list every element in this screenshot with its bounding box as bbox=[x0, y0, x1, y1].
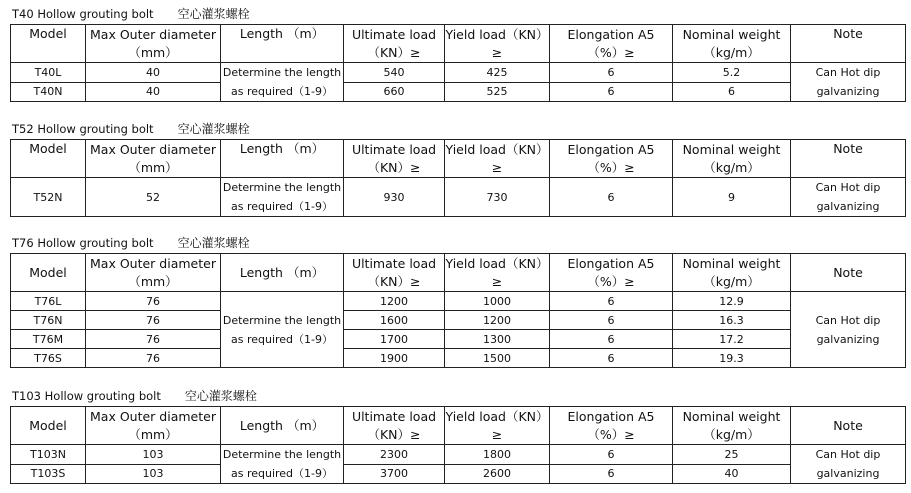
header-ultimate bbox=[344, 407, 445, 445]
header-ultimate-line1: Ultimate load bbox=[351, 255, 437, 271]
table-row bbox=[11, 63, 906, 83]
cell-yield: 1200 bbox=[445, 311, 550, 330]
cell-od: 76 bbox=[86, 349, 221, 368]
cell-ultimate: 3700 bbox=[344, 464, 445, 484]
header-yield bbox=[445, 25, 550, 63]
section-title-cn: 空心灌浆螺栓 bbox=[177, 122, 250, 136]
cell-od: 52 bbox=[86, 178, 221, 217]
cell-weight: 16.3 bbox=[673, 311, 791, 330]
cell-ultimate: 930 bbox=[344, 178, 445, 217]
header-model: Model bbox=[11, 140, 86, 178]
cell-elongation: 6 bbox=[550, 330, 673, 349]
header-ultimate-line2: （KN）≥ bbox=[367, 44, 421, 60]
cell-od: 76 bbox=[86, 311, 221, 330]
cell-weight: 9 bbox=[673, 178, 791, 217]
header-max-od bbox=[86, 254, 221, 292]
table-row bbox=[11, 445, 906, 465]
header-ultimate-line1: Ultimate load bbox=[351, 408, 437, 424]
note-line2: galvanizing bbox=[816, 85, 880, 98]
spec-table-t52 bbox=[10, 139, 906, 217]
header-elongation-line2: （%）≥ bbox=[587, 159, 635, 175]
header-row bbox=[11, 407, 906, 445]
header-weight bbox=[673, 254, 791, 292]
section-title bbox=[10, 386, 905, 406]
header-max-od bbox=[86, 25, 221, 63]
header-yield-line2: ≥ bbox=[491, 44, 503, 60]
header-elongation bbox=[550, 25, 673, 63]
section-title-en: T52 Hollow grouting bolt bbox=[12, 122, 154, 136]
header-yield bbox=[445, 140, 550, 178]
length-line1: Determine the length bbox=[222, 313, 342, 327]
header-max-od bbox=[86, 407, 221, 445]
header-length: Length （m） bbox=[221, 254, 344, 292]
cell-ultimate: 2300 bbox=[344, 445, 445, 465]
header-elongation-line1: Elongation A5 bbox=[567, 408, 655, 424]
header-elongation bbox=[550, 254, 673, 292]
note-line1: Can Hot dip bbox=[815, 66, 881, 79]
header-max-od-line1: Max Outer diameter bbox=[90, 141, 216, 157]
section-title bbox=[10, 119, 905, 139]
section-t40 bbox=[10, 4, 905, 102]
cell-model: T40N bbox=[11, 82, 86, 102]
header-elongation bbox=[550, 140, 673, 178]
header-model: Model bbox=[11, 254, 86, 292]
header-model: Model bbox=[11, 25, 86, 63]
header-yield-line2: ≥ bbox=[491, 159, 503, 175]
length-line2: as required（1-9） bbox=[230, 332, 334, 346]
table-row bbox=[11, 311, 906, 330]
header-elongation bbox=[550, 407, 673, 445]
header-elongation-line2: （%）≥ bbox=[587, 426, 635, 442]
cell-model: T103N bbox=[11, 445, 86, 465]
table-row bbox=[11, 464, 906, 484]
cell-yield: 1500 bbox=[445, 349, 550, 368]
cell-elongation: 6 bbox=[550, 445, 673, 465]
header-weight-line1: Nominal weight bbox=[682, 141, 781, 157]
header-yield bbox=[445, 407, 550, 445]
cell-od: 40 bbox=[86, 63, 221, 83]
header-weight-line2: （kg/m） bbox=[703, 159, 760, 175]
header-model: Model bbox=[11, 407, 86, 445]
header-yield-line1: Yield load（KN） bbox=[445, 408, 549, 424]
cell-weight: 17.2 bbox=[673, 330, 791, 349]
cell-yield: 1000 bbox=[445, 292, 550, 311]
cell-note bbox=[791, 178, 906, 217]
cell-note bbox=[791, 445, 906, 484]
cell-od: 103 bbox=[86, 445, 221, 465]
cell-ultimate: 660 bbox=[344, 82, 445, 102]
cell-model: T40L bbox=[11, 63, 86, 83]
header-elongation-line1: Elongation A5 bbox=[567, 255, 655, 271]
header-yield-line1: Yield load（KN） bbox=[445, 141, 549, 157]
cell-elongation: 6 bbox=[550, 82, 673, 102]
table-row bbox=[11, 82, 906, 102]
cell-weight: 19.3 bbox=[673, 349, 791, 368]
cell-elongation: 6 bbox=[550, 311, 673, 330]
cell-elongation: 6 bbox=[550, 63, 673, 83]
cell-od: 76 bbox=[86, 292, 221, 311]
cell-ultimate: 1600 bbox=[344, 311, 445, 330]
cell-od: 103 bbox=[86, 464, 221, 484]
cell-model: T103S bbox=[11, 464, 86, 484]
cell-weight: 40 bbox=[673, 464, 791, 484]
header-ultimate-line2: （KN）≥ bbox=[367, 426, 421, 442]
note-line1: Can Hot dip bbox=[815, 313, 881, 327]
cell-od: 40 bbox=[86, 82, 221, 102]
length-line1: Determine the length bbox=[222, 448, 342, 461]
table-row bbox=[11, 330, 906, 349]
cell-model: T76N bbox=[11, 311, 86, 330]
header-weight-line1: Nominal weight bbox=[682, 408, 781, 424]
section-title-en: T103 Hollow grouting bolt bbox=[12, 389, 161, 403]
header-row bbox=[11, 140, 906, 178]
section-title-en: T40 Hollow grouting bolt bbox=[12, 7, 154, 21]
header-elongation-line1: Elongation A5 bbox=[567, 141, 655, 157]
header-elongation-line1: Elongation A5 bbox=[567, 26, 655, 42]
cell-yield: 1800 bbox=[445, 445, 550, 465]
header-ultimate-line2: （KN）≥ bbox=[367, 159, 421, 175]
header-max-od-line1: Max Outer diameter bbox=[90, 255, 216, 271]
header-weight-line2: （kg/m） bbox=[703, 44, 760, 60]
length-line2: as required（1-9） bbox=[230, 467, 334, 480]
note-line2: galvanizing bbox=[816, 200, 880, 213]
header-yield bbox=[445, 254, 550, 292]
header-elongation-line2: （%）≥ bbox=[587, 44, 635, 60]
header-weight-line1: Nominal weight bbox=[682, 26, 781, 42]
section-title-cn: 空心灌浆螺栓 bbox=[177, 7, 250, 21]
cell-note bbox=[791, 63, 906, 102]
note-line2: galvanizing bbox=[816, 467, 880, 480]
cell-length bbox=[221, 445, 344, 484]
header-length: Length （m） bbox=[221, 25, 344, 63]
table-row bbox=[11, 349, 906, 368]
cell-od: 76 bbox=[86, 330, 221, 349]
header-weight bbox=[673, 407, 791, 445]
section-title bbox=[10, 233, 905, 253]
header-note: Note bbox=[791, 254, 906, 292]
section-title-cn: 空心灌浆螺栓 bbox=[177, 236, 250, 250]
header-row bbox=[11, 25, 906, 63]
header-elongation-line2: （%）≥ bbox=[587, 273, 635, 289]
header-weight-line2: （kg/m） bbox=[703, 273, 760, 289]
header-weight-line2: （kg/m） bbox=[703, 426, 760, 442]
header-row bbox=[11, 254, 906, 292]
section-t103 bbox=[10, 386, 905, 484]
table-row bbox=[11, 292, 906, 311]
header-max-od bbox=[86, 140, 221, 178]
cell-length bbox=[221, 63, 344, 102]
note-line1: Can Hot dip bbox=[815, 448, 881, 461]
header-note: Note bbox=[791, 140, 906, 178]
cell-model: T76M bbox=[11, 330, 86, 349]
header-ultimate bbox=[344, 254, 445, 292]
header-ultimate-line1: Ultimate load bbox=[351, 26, 437, 42]
cell-ultimate: 540 bbox=[344, 63, 445, 83]
header-max-od-line1: Max Outer diameter bbox=[90, 408, 216, 424]
header-length: Length （m） bbox=[221, 140, 344, 178]
cell-yield: 2600 bbox=[445, 464, 550, 484]
cell-note bbox=[791, 292, 906, 368]
spec-table-t103 bbox=[10, 406, 906, 484]
cell-elongation: 6 bbox=[550, 178, 673, 217]
header-yield-line2: ≥ bbox=[491, 273, 503, 289]
header-length: Length （m） bbox=[221, 407, 344, 445]
cell-length bbox=[221, 292, 344, 368]
cell-yield: 425 bbox=[445, 63, 550, 83]
header-ultimate bbox=[344, 25, 445, 63]
header-note: Note bbox=[791, 25, 906, 63]
note-line1: Can Hot dip bbox=[815, 181, 881, 194]
cell-model: T76S bbox=[11, 349, 86, 368]
header-max-od-line2: （mm） bbox=[128, 426, 178, 442]
cell-yield: 730 bbox=[445, 178, 550, 217]
header-note: Note bbox=[791, 407, 906, 445]
header-weight-line1: Nominal weight bbox=[682, 255, 781, 271]
section-title bbox=[10, 4, 905, 24]
cell-elongation: 6 bbox=[550, 292, 673, 311]
table-row bbox=[11, 178, 906, 217]
header-max-od-line2: （mm） bbox=[128, 44, 178, 60]
cell-ultimate: 1900 bbox=[344, 349, 445, 368]
cell-model: T76L bbox=[11, 292, 86, 311]
spec-table-t76 bbox=[10, 253, 906, 368]
header-yield-line2: ≥ bbox=[491, 426, 503, 442]
header-weight bbox=[673, 25, 791, 63]
section-t52 bbox=[10, 119, 905, 217]
header-weight bbox=[673, 140, 791, 178]
length-line1: Determine the length bbox=[222, 181, 342, 194]
note-line2: galvanizing bbox=[816, 332, 880, 346]
header-ultimate-line2: （KN）≥ bbox=[367, 273, 421, 289]
cell-elongation: 6 bbox=[550, 349, 673, 368]
cell-length bbox=[221, 178, 344, 217]
length-line2: as required（1-9） bbox=[230, 200, 334, 213]
cell-ultimate: 1700 bbox=[344, 330, 445, 349]
cell-ultimate: 1200 bbox=[344, 292, 445, 311]
cell-weight: 5.2 bbox=[673, 63, 791, 83]
section-title-en: T76 Hollow grouting bolt bbox=[12, 236, 154, 250]
cell-weight: 6 bbox=[673, 82, 791, 102]
cell-elongation: 6 bbox=[550, 464, 673, 484]
header-max-od-line2: （mm） bbox=[128, 273, 178, 289]
section-t76 bbox=[10, 233, 905, 368]
cell-yield: 525 bbox=[445, 82, 550, 102]
header-max-od-line2: （mm） bbox=[128, 159, 178, 175]
cell-weight: 25 bbox=[673, 445, 791, 465]
cell-weight: 12.9 bbox=[673, 292, 791, 311]
header-yield-line1: Yield load（KN） bbox=[445, 255, 549, 271]
length-line1: Determine the length bbox=[222, 66, 342, 79]
cell-model: T52N bbox=[11, 178, 86, 217]
header-ultimate bbox=[344, 140, 445, 178]
spec-table-t40 bbox=[10, 24, 906, 102]
cell-yield: 1300 bbox=[445, 330, 550, 349]
length-line2: as required（1-9） bbox=[230, 85, 334, 98]
header-max-od-line1: Max Outer diameter bbox=[90, 26, 216, 42]
header-yield-line1: Yield load（KN） bbox=[445, 26, 549, 42]
header-ultimate-line1: Ultimate load bbox=[351, 141, 437, 157]
section-title-cn: 空心灌浆螺栓 bbox=[184, 389, 257, 403]
